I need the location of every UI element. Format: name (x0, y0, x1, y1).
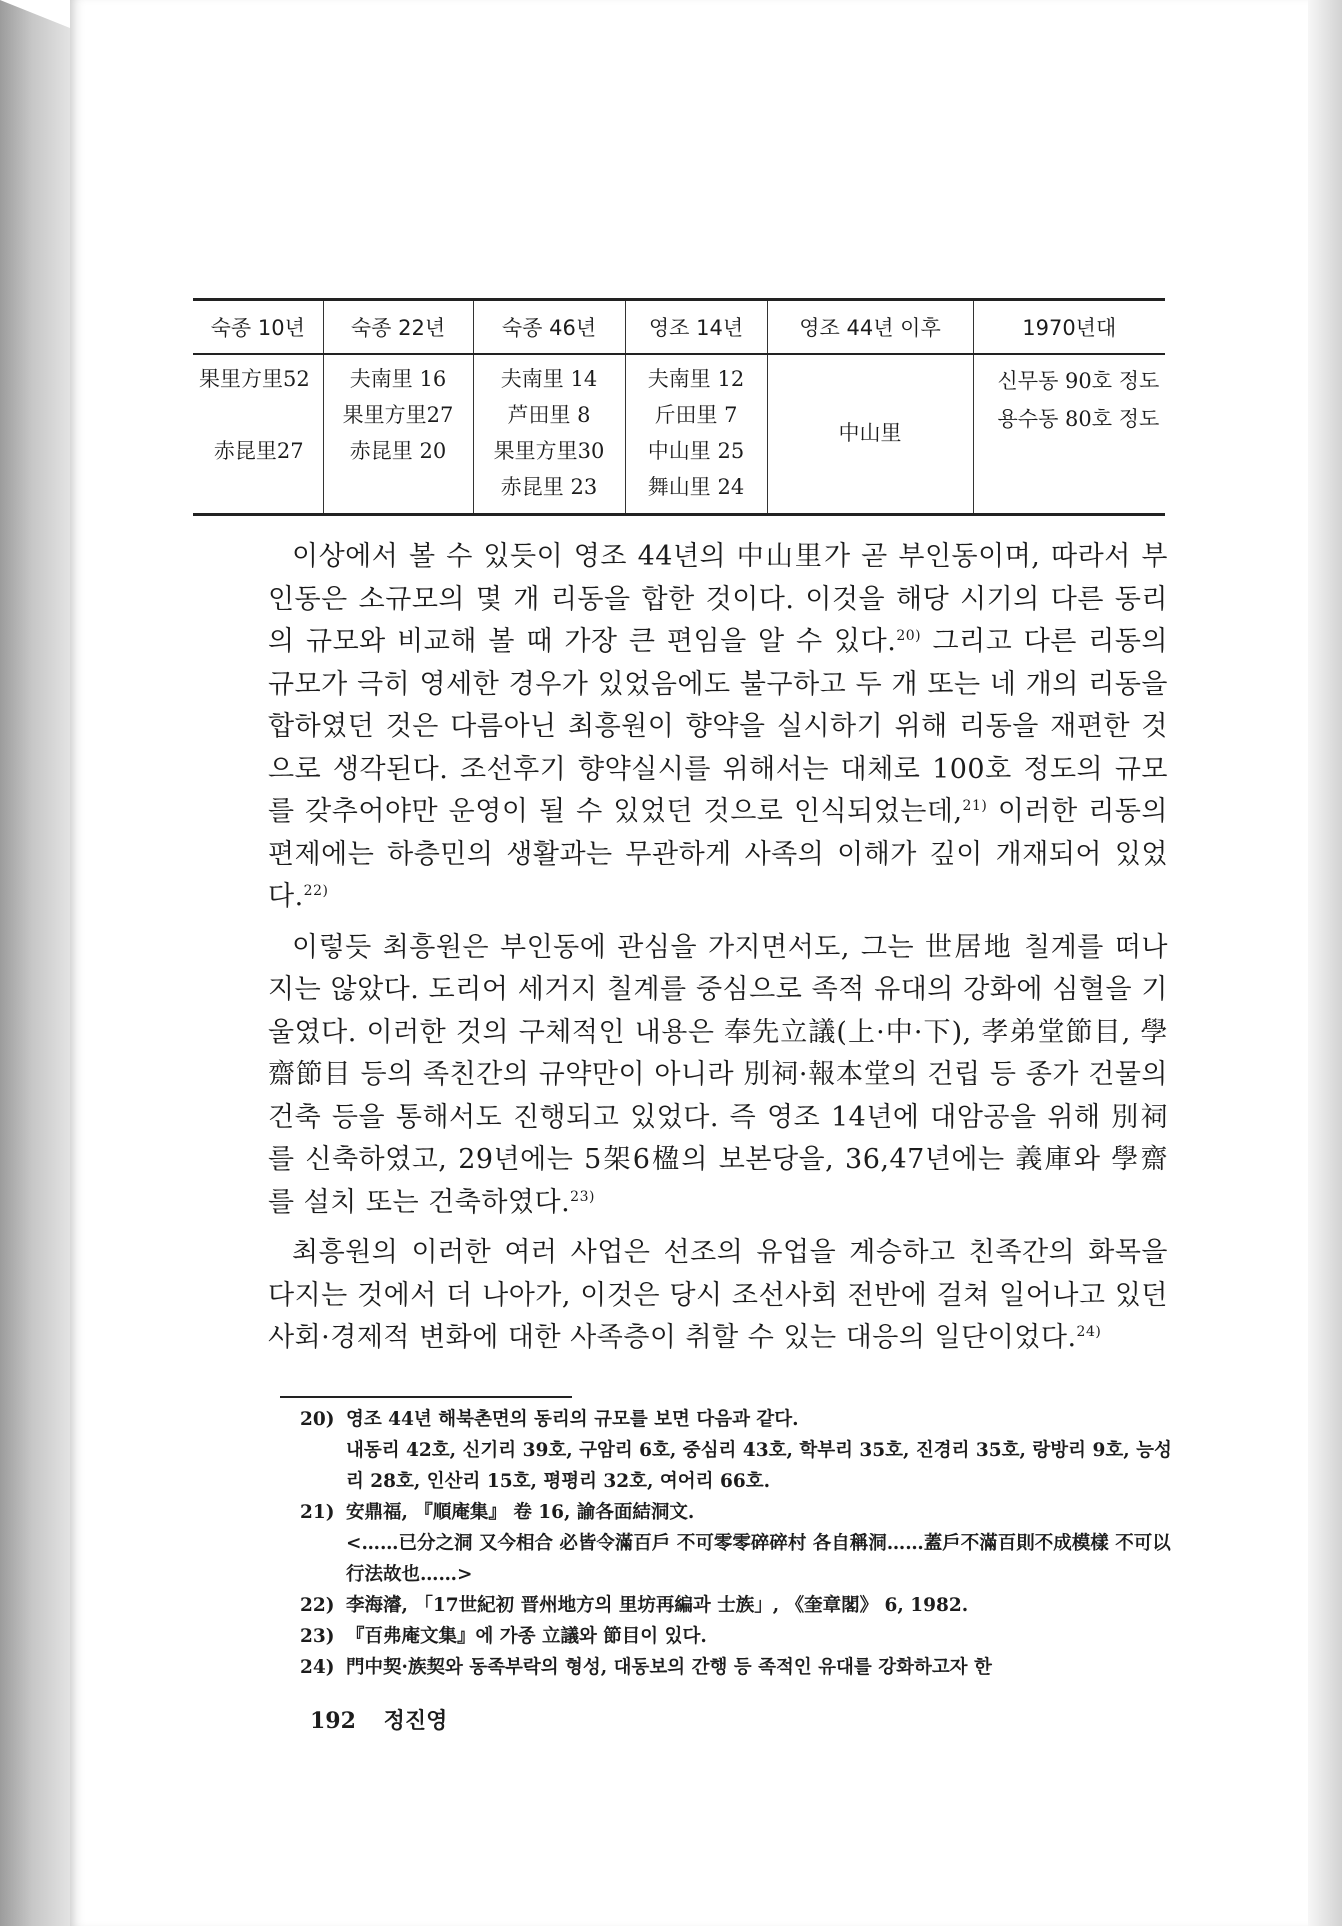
footnote-text: 영조 44년 해북촌면의 동리의 규모를 보면 다음과 같다. (346, 1409, 799, 1430)
footnote-text: 門中契·族契와 동족부락의 형성, 대동보의 간행 등 족적인 유대를 강화하고자 한 (346, 1657, 992, 1678)
table-header: 숙종 10년 (193, 300, 323, 355)
footnote-number: 23) (300, 1626, 335, 1647)
page-footer (310, 1704, 447, 1735)
table-cell-sukjong22 (323, 354, 473, 515)
paragraph (268, 927, 1168, 1225)
paragraph-text: 이렇듯 최흥원은 부인동에 관심을 가지면서도, 그는 世居地 칠계를 떠나지는 않았다. 도리어 세거지 칠계를 중심으로 족적 유대의 강화에 심혈을 기울였다. 이러한 것의 구체적인 내용은 奉先立議(上·中·下), 孝弟堂節目, 學齋節目 등의 족친간의 규약만이 아니라 別祠·報本堂의 건립 등 종가 건물의 건축 등을 통해서도 진행되고 있었다. 즉 영조 14년에 대암공을 위해 別祠를 신축하였고, 29년에는 5架6楹의 보본당을, 36,47년에는 義庫와 學齋를 설치 또는 건축하였다. (268, 931, 1168, 1218)
cell-line: 果里方里30 (493, 439, 605, 463)
footnote (300, 1404, 1180, 1497)
paragraph-text: 이러한 리동의 편제에는 하층민의 생활과는 무관하게 사족의 이해가 깊이 개재되어 있었다. (268, 796, 1168, 912)
table-header-row (193, 300, 1165, 355)
cell-line: 中山里 25 (647, 439, 745, 463)
table-cell-yeongjo44: 中山里 (767, 354, 973, 515)
cell-line: 舞山里 24 (647, 475, 745, 499)
footnote-number: 24) (300, 1657, 335, 1678)
cell-line: 斤田里 7 (654, 403, 738, 427)
footnote-ref: 20) (896, 628, 922, 644)
footnote-ref: 23) (570, 1188, 595, 1205)
table-cell-yeongjo14 (625, 354, 767, 515)
cell-line: 赤昆里 23 (500, 475, 598, 499)
footnote-ref: 24) (1076, 1324, 1102, 1340)
page-edge-shadow (1308, 0, 1342, 1926)
cell-line (197, 397, 319, 433)
cell-line: 신무동 90호 정도 (997, 369, 1160, 393)
footnote-text: <……已分之洞 又今相合 必皆令滿百戶 不可零零碎碎村 各自稱洞……蓋戶不滿百則不成模樣 不可以行法故也……> (346, 1533, 1171, 1585)
book-spine (0, 0, 70, 1926)
cell-line: 赤昆里 20 (349, 439, 447, 463)
table-cell-sukjong46 (473, 354, 625, 515)
footnote-number: 20) (300, 1409, 335, 1430)
footnote-number: 21) (300, 1502, 335, 1523)
table-header: 1970년대 (973, 300, 1165, 355)
cell-line: 夫南里 16 (349, 367, 447, 391)
paragraph-text: 그리고 다른 리동의 규모가 극히 영세한 경우가 있었음에도 불구하고 두 개 또는 네 개의 리동을 합하였던 것은 다름아닌 최흥원이 향약을 실시하기 위해 리동을 재편한 것으로 생각된다. 조선후기 향약실시를 위해서는 대체로 100호 정도의 규모를 갖추어야만 운영이 될 수 있었던 것으로 인식되었는데, (268, 626, 1168, 827)
footnote (300, 1652, 1180, 1683)
table-cell-sukjong10 (193, 354, 323, 515)
page-number: 192 (310, 1708, 356, 1734)
table-header: 숙종 46년 (473, 300, 625, 355)
paragraph (268, 536, 1168, 919)
village-table (193, 298, 1165, 516)
table-header: 숙종 22년 (323, 300, 473, 355)
footnote-ref: 22) (303, 883, 329, 899)
footnotes (300, 1404, 1180, 1683)
table-cell-1970s (973, 354, 1165, 515)
table-row (193, 354, 1165, 515)
paragraph-text: 최흥원의 이러한 여러 사업은 선조의 유업을 계승하고 친족간의 화목을 다지는 것에서 더 나아가, 이것은 당시 조선사회 전반에 걸쳐 일어나고 있던 사회·경제적 변화에 대한 사족층이 취할 수 있는 대응의 일단이었다. (268, 1237, 1168, 1353)
footnote-ref: 21) (962, 798, 988, 814)
footnote (300, 1590, 1180, 1621)
table-header: 영조 14년 (625, 300, 767, 355)
cell-line: 용수동 80호 정도 (997, 407, 1160, 431)
footnote (300, 1621, 1180, 1652)
cell-line: 夫南里 14 (500, 367, 598, 391)
cell-line: 赤昆里27 (213, 439, 304, 463)
paragraph-text: 이상에서 볼 수 있듯이 영조 44년의 中山里가 곧 부인동이며, 따라서 부인동은 소규모의 몇 개 리동을 합한 것이다. 이것을 해당 시기의 다른 동리의 규모와 비교해 볼 때 가장 큰 편임을 알 수 있다. (268, 541, 1168, 657)
author-name: 정진영 (383, 1708, 448, 1734)
footnote-number: 22) (300, 1595, 335, 1616)
body-text (268, 536, 1168, 1360)
footnote-text: 李海濬, 「17世紀初 晋州地方의 里坊再編과 士族」, 《奎章閣》 6, 1982. (346, 1595, 969, 1616)
cell-line: 果里方里52 (199, 367, 310, 391)
cell-line: 芦田里 8 (507, 403, 591, 427)
footnote-text: 安鼎福, 『順庵集』 卷 16, 諭各面結洞文. (346, 1502, 695, 1523)
cell-line: 夫南里 12 (647, 367, 745, 391)
cell-line: 果里方里27 (342, 403, 454, 427)
footnote-text: 『百弗庵文集』에 가종 立議와 節目이 있다. (346, 1626, 707, 1647)
footnote-text: 내동리 42호, 신기리 39호, 구암리 6호, 중심리 43호, 학부리 35호, 진경리 35호, 랑방리 9호, 능성리 28호, 인산리 15호, 평평리 32호, 여어리 66호. (346, 1440, 1172, 1492)
table-header: 영조 44년 이후 (767, 300, 973, 355)
paragraph (268, 1232, 1168, 1360)
footnote-divider (280, 1396, 572, 1398)
footnote (300, 1497, 1180, 1590)
